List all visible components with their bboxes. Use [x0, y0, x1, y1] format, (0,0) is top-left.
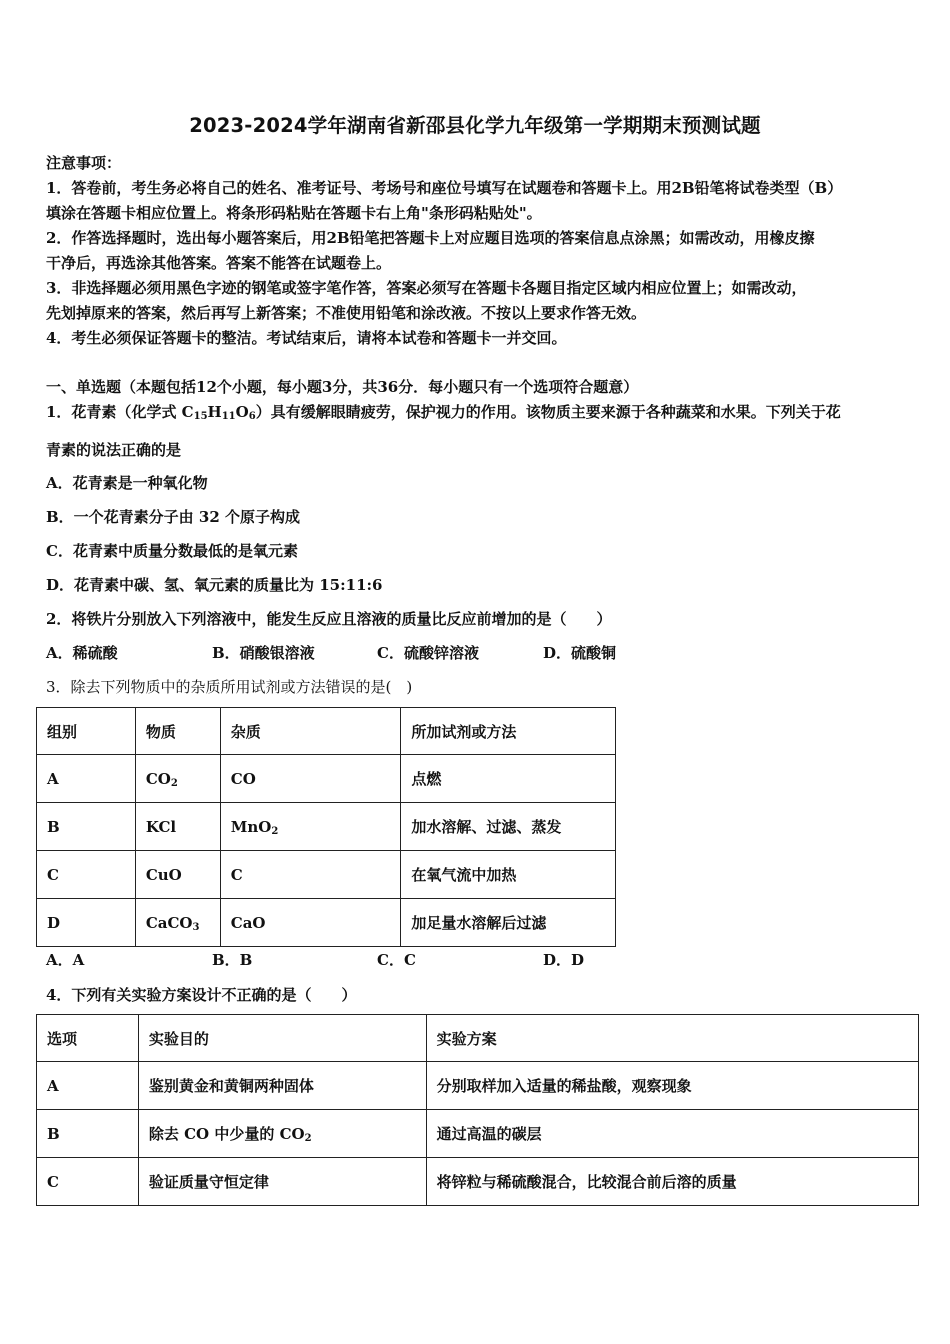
table-cell: B [37, 1110, 139, 1158]
table-cell: $CO_2$ [135, 755, 220, 803]
table-header: 所加试剂或方法 [401, 708, 616, 755]
table-cell: CO [220, 755, 401, 803]
table-row [37, 899, 616, 947]
notice-line: 4．考生必须保证答题卡的整洁。考试结束后，请将本试卷和答题卡一并交回。 [46, 329, 567, 347]
table-cell: A [37, 1062, 139, 1110]
q3-stem: 3．除去下列物质中的杂质所用试剂或方法错误的是( ) [46, 678, 413, 696]
table-cell: 加足量水溶解后过滤 [401, 899, 616, 947]
table-cell: 验证质量守恒定律 [138, 1158, 426, 1206]
table-header-row [37, 1015, 919, 1062]
q2-option-b: B．硝酸银溶液 [212, 644, 315, 662]
table-cell: C [220, 851, 401, 899]
notice-line: 填涂在答题卡相应位置上。将条形码粘贴在答题卡右上角"条形码粘贴处"。 [46, 204, 542, 222]
table-cell: 在氧气流中加热 [401, 851, 616, 899]
notice-heading: 注意事项： [46, 154, 122, 172]
table-row [37, 755, 616, 803]
table-row [37, 1062, 919, 1110]
table-cell: CuO [135, 851, 220, 899]
q3-option-b: B．B [212, 951, 253, 969]
q3-option-a: A．A [46, 951, 85, 969]
table-cell: 除去 CO 中少量的 $CO_2$ [138, 1110, 426, 1158]
table-header-row [37, 708, 616, 755]
table-cell: 通过高温的碳层 [426, 1110, 918, 1158]
table-cell: 点燃 [401, 755, 616, 803]
table-row [37, 1158, 919, 1206]
q1-option-b: B．一个花青素分子由 32 个原子构成 [46, 508, 300, 526]
notice-line: 先划掉原来的答案，然后再写上新答案；不准使用铅笔和涂改液。不按以上要求作答无效。 [46, 304, 647, 322]
q1-option-d: D．花青素中碳、氢、氧元素的质量比为 15:11:6 [46, 576, 383, 594]
table-header: 实验方案 [426, 1015, 918, 1062]
table-row [37, 851, 616, 899]
q3-option-d: D．D [543, 951, 585, 969]
notice-line: 干净后，再选涂其他答案。答案不能答在试题卷上。 [46, 254, 392, 272]
q2-option-d: D．硫酸铜 [543, 644, 617, 662]
notice-line: 2．作答选择题时，选出每小题答案后，用2B铅笔把答题卡上对应题目选项的答案信息点涂黑；如需改动，用橡皮擦 [46, 229, 815, 247]
notice-line: 1．答卷前，考生务必将自己的姓名、准考证号、考场号和座位号填写在试题卷和答题卡上。用2B铅笔将试卷类型（B） [46, 179, 843, 197]
q1-option-c: C．花青素中质量分数最低的是氧元素 [46, 542, 298, 560]
table-cell: MnO$_2$ [220, 803, 401, 851]
table-cell: 加水溶解、过滤、蒸发 [401, 803, 616, 851]
table-cell: A [37, 755, 136, 803]
table-header: 选项 [37, 1015, 139, 1062]
q4-table [36, 1014, 919, 1206]
table-cell: CaCO$_3$ [135, 899, 220, 947]
table-row [37, 1110, 919, 1158]
q1-option-a: A．花青素是一种氧化物 [46, 474, 208, 492]
table-header: 实验目的 [138, 1015, 426, 1062]
table-header: 物质 [135, 708, 220, 755]
table-cell: 鉴别黄金和黄铜两种固体 [138, 1062, 426, 1110]
q1-stem: 1．花青素（化学式 $C_{15}H_{11}O_6$）具有缓解眼睛疲劳，保护视力的作用。该物质主要来源于各种蔬菜和水果。下列关于花 [46, 403, 841, 422]
table-cell: D [37, 899, 136, 947]
q3-option-c: C．C [377, 951, 416, 969]
q3-table [36, 707, 616, 947]
table-cell: B [37, 803, 136, 851]
table-cell: 将锌粒与稀硫酸混合，比较混合前后溶的质量 [426, 1158, 918, 1206]
table-cell: C [37, 1158, 139, 1206]
q1-stem-cont: 青素的说法正确的是 [46, 441, 182, 459]
table-cell: C [37, 851, 136, 899]
table-cell: KCl [135, 803, 220, 851]
notice-line: 3．非选择题必须用黑色字迹的钢笔或签字笔作答，答案必须写在答题卡各题目指定区域内相应位置上；如需改动， [46, 279, 807, 297]
table-header: 杂质 [220, 708, 401, 755]
table-cell: 分别取样加入适量的稀盐酸，观察现象 [426, 1062, 918, 1110]
q2-option-c: C．硫酸锌溶液 [377, 644, 479, 662]
q2-option-a: A．稀硫酸 [46, 644, 118, 662]
q2-stem: 2．将铁片分别放入下列溶液中，能发生反应且溶液的质量比反应前增加的是（ ） [46, 610, 612, 628]
table-row [37, 803, 616, 851]
section-heading: 一、单选题（本题包括12个小题，每小题3分，共36分．每小题只有一个选项符合题意） [46, 378, 639, 396]
page-title: 2023-2024学年湖南省新邵县化学九年级第一学期期末预测试题 [189, 114, 761, 137]
q4-stem: 4．下列有关实验方案设计不正确的是（ ） [46, 986, 357, 1004]
table-header: 组别 [37, 708, 136, 755]
table-cell: CaO [220, 899, 401, 947]
